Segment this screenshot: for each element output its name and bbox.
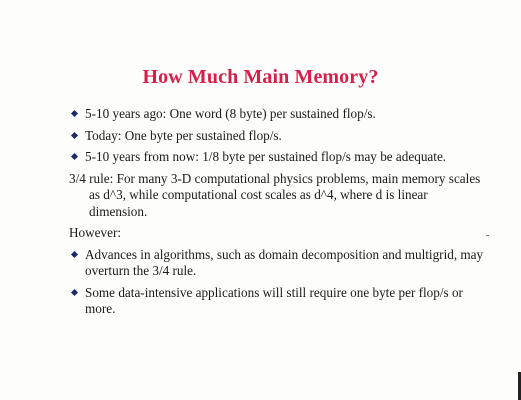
bullet-text: Some data-intensive applications will still require one byte per flop/s or more. — [85, 284, 463, 316]
diamond-bullet-icon — [71, 288, 78, 295]
slide-title: How Much Main Memory? — [142, 66, 379, 88]
bullet-item — [69, 285, 489, 318]
slide-body — [69, 106, 489, 323]
rule-paragraph: 3/4 rule: For many 3-D computational physics problems, main memory scales as d^3, while computational cost scales as d^4, where d is linear dimension. — [69, 170, 481, 219]
bullet-item — [69, 128, 489, 145]
bullet-text: 5-10 years from now: 1/8 byte per sustained flop/s may be adequate. — [85, 149, 447, 164]
diamond-bullet-icon — [71, 131, 78, 138]
however-label: However: — [69, 225, 121, 240]
diamond-bullet-icon — [71, 110, 78, 117]
bullet-item — [69, 106, 489, 123]
stray-mark — [486, 235, 489, 236]
bullet-item — [69, 149, 489, 166]
diamond-bullet-icon — [71, 153, 78, 160]
bullet-text: Today: One byte per sustained flop/s. — [85, 127, 282, 143]
diamond-bullet-icon — [71, 250, 78, 257]
bullet-text: 5-10 years ago: One word (8 byte) per sustained flop/s. — [85, 106, 376, 121]
bullet-item — [69, 247, 489, 280]
bullet-text: Advances in algorithms, such as domain decomposition and multigrid, may overturn the 3/4 rule. — [85, 246, 484, 278]
